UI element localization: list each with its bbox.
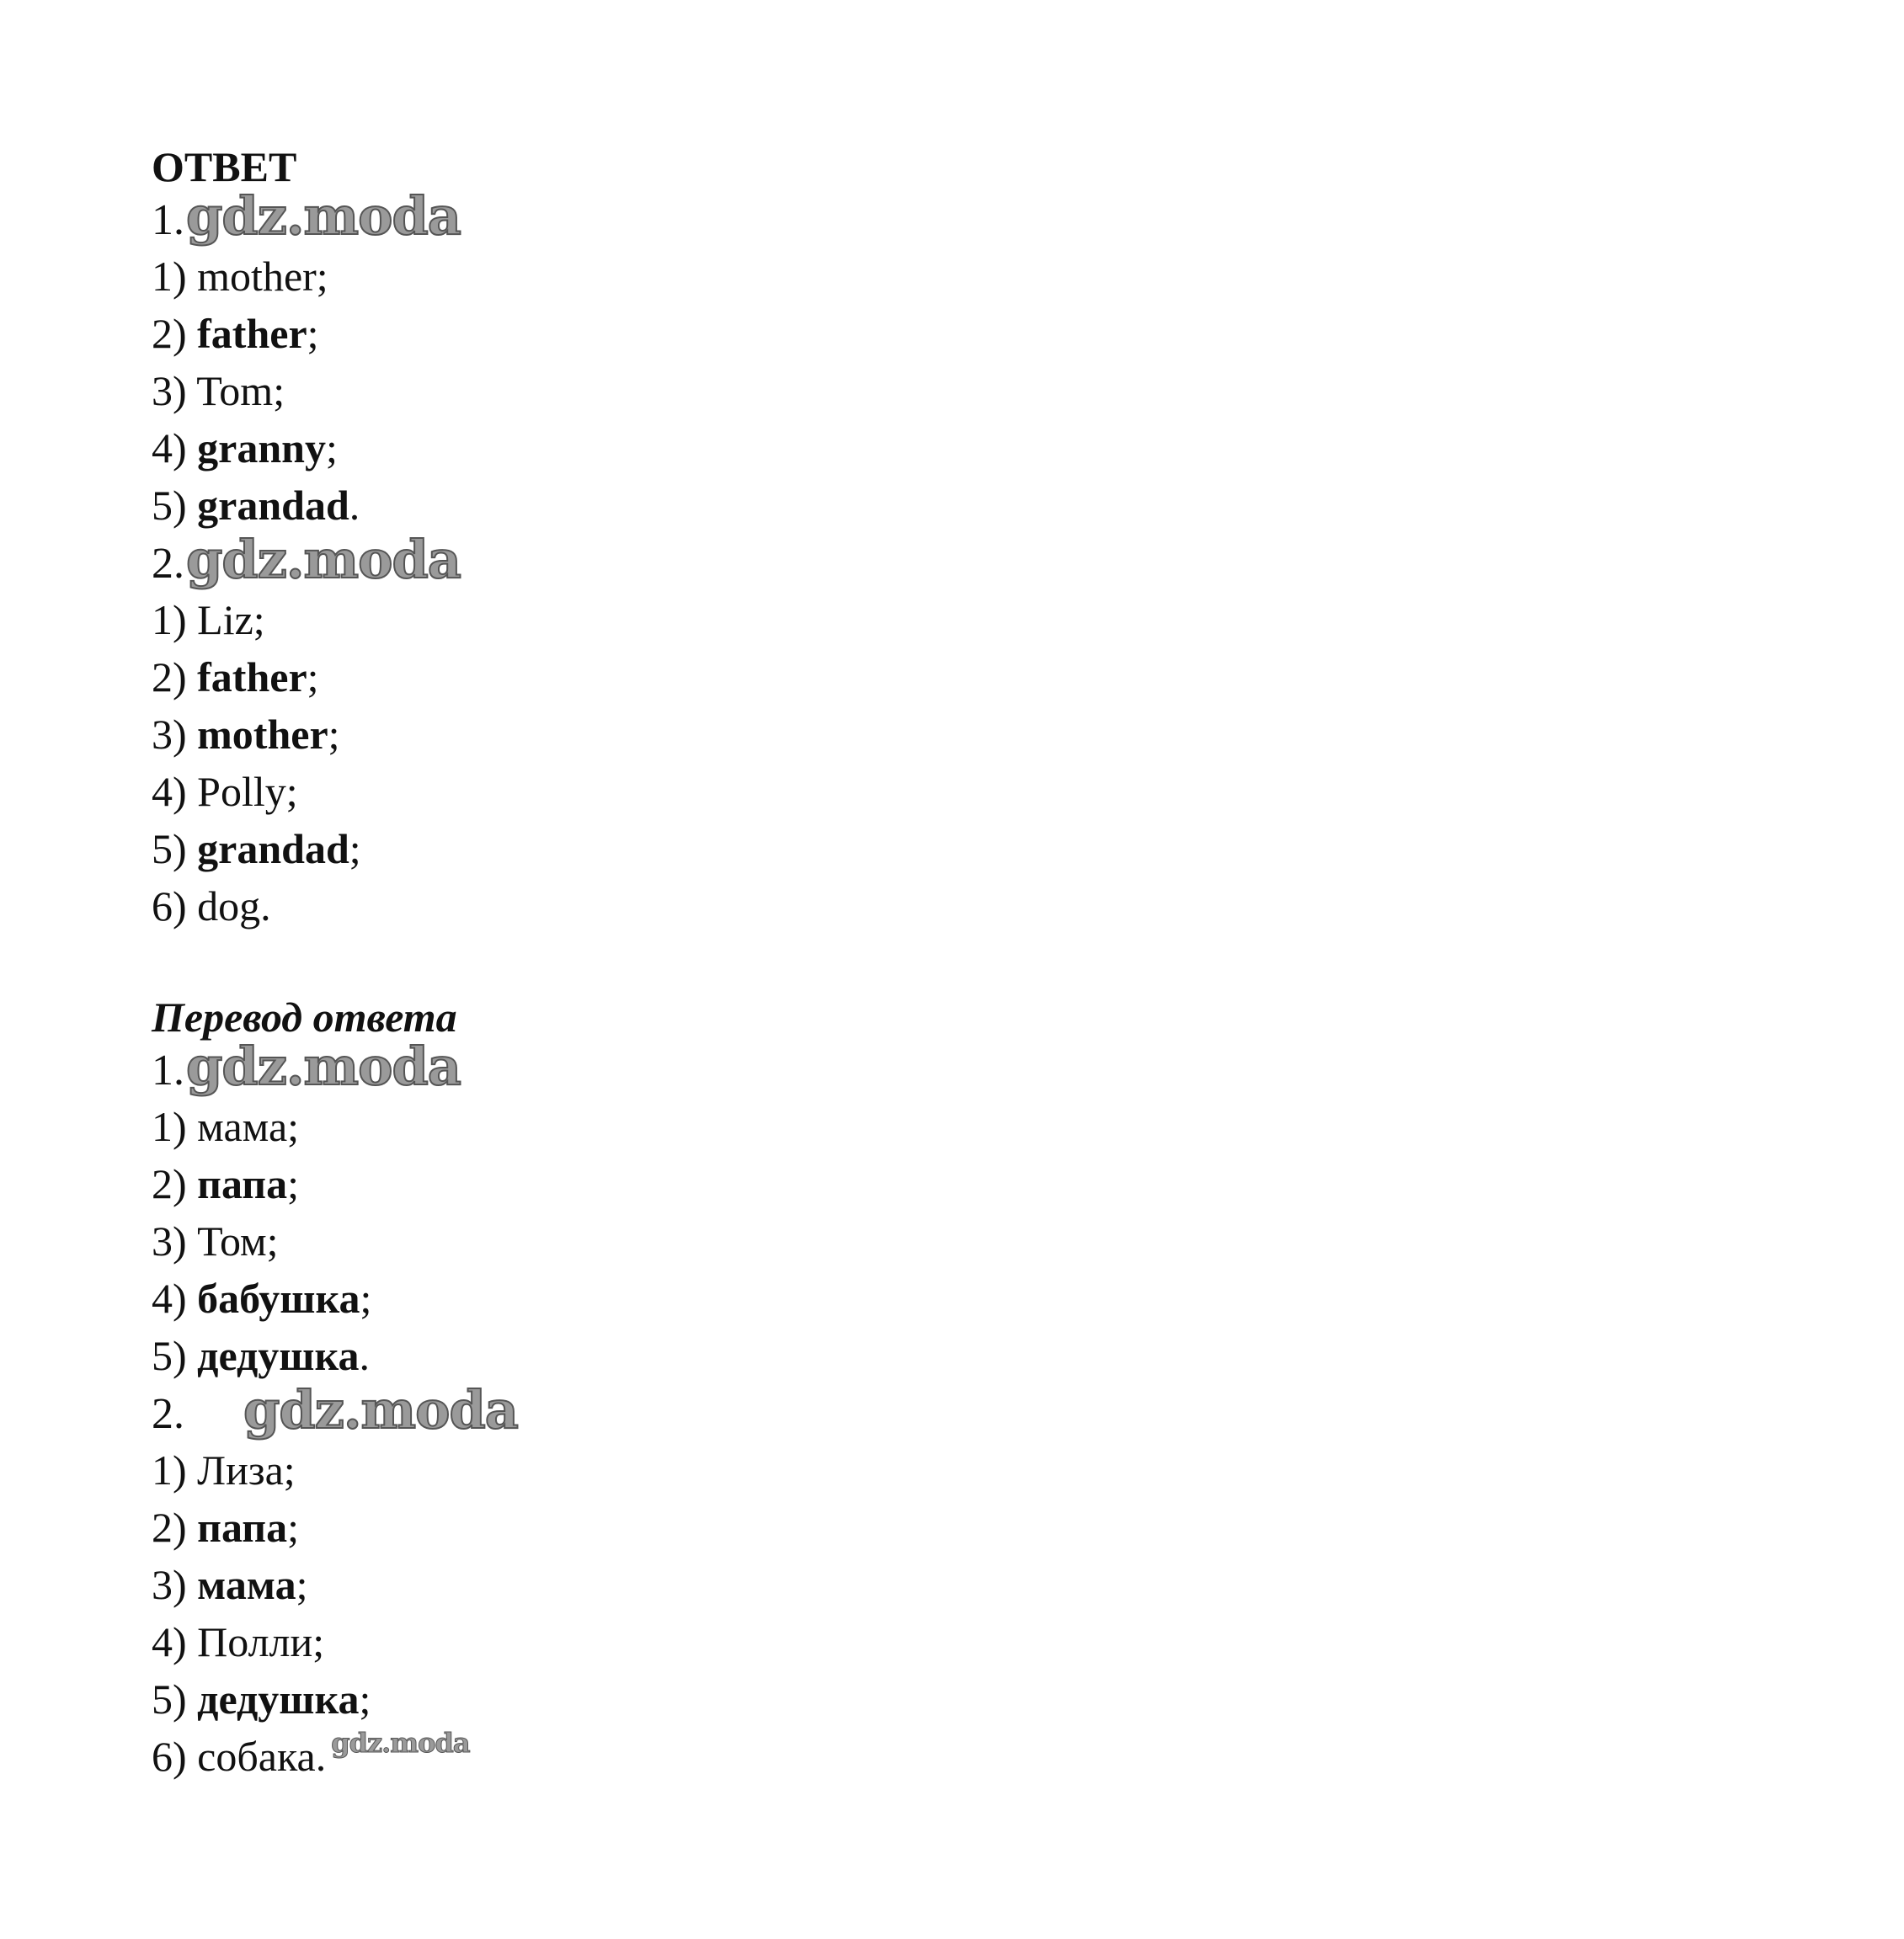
list-item: [152, 1670, 1752, 1728]
translation-task2-number: 2.: [152, 1390, 184, 1438]
item-punctuation: ;: [312, 1618, 325, 1665]
list-item: [152, 1728, 1752, 1785]
item-word: мама: [197, 1103, 288, 1150]
translation-task2-number-row: [152, 1379, 1752, 1441]
item-punctuation: ;: [287, 1160, 300, 1207]
item-number: 2): [152, 653, 198, 700]
item-number: 2): [152, 1160, 198, 1207]
watermark: gdz.moda: [186, 185, 461, 247]
list-item: [152, 305, 1752, 362]
item-punctuation: ;: [307, 310, 319, 357]
item-number: 1): [152, 596, 198, 643]
item-word: дедушка: [197, 1675, 360, 1723]
item-word: Лиза: [197, 1446, 284, 1494]
item-number: 5): [152, 1675, 198, 1723]
item-number: 6): [152, 882, 198, 930]
item-word: Tom: [196, 367, 274, 414]
answer-task1-list: [152, 248, 1752, 534]
item-punctuation: .: [359, 1332, 371, 1379]
item-word: бабушка: [197, 1275, 360, 1322]
item-number: 5): [152, 482, 198, 529]
item-punctuation: ;: [273, 367, 285, 414]
item-punctuation: ;: [359, 1675, 371, 1723]
item-number: 3): [152, 1217, 198, 1265]
answer-task1-number: 1.: [152, 196, 184, 244]
item-punctuation: .: [349, 482, 360, 529]
item-number: 1): [152, 253, 198, 300]
item-punctuation: .: [260, 882, 271, 930]
item-punctuation: ;: [307, 653, 319, 700]
answer-task2-number: 2.: [152, 540, 184, 588]
item-number: 4): [152, 1275, 198, 1322]
list-item: [152, 648, 1752, 706]
item-word: dog: [197, 882, 261, 930]
translation-task1-number: 1.: [152, 1047, 184, 1095]
list-item: [152, 1499, 1752, 1556]
list-item: [152, 820, 1752, 877]
item-word: granny: [197, 424, 326, 471]
list-item: [152, 419, 1752, 477]
item-word: grandad: [197, 825, 349, 872]
watermark: gdz.moda: [243, 1379, 518, 1441]
answer-task1-number-row: [152, 185, 1752, 248]
list-item: [152, 877, 1752, 935]
item-word: mother: [197, 253, 317, 300]
item-word: mother: [197, 711, 328, 758]
item-punctuation: ;: [360, 1275, 372, 1322]
translation-task1-list: [152, 1098, 1752, 1384]
item-number: 1): [152, 1446, 198, 1494]
item-punctuation: .: [315, 1733, 327, 1780]
list-item: [152, 763, 1752, 820]
list-item: [152, 1212, 1752, 1270]
item-punctuation: ;: [325, 424, 338, 471]
list-item: [152, 1155, 1752, 1212]
list-item: [152, 706, 1752, 763]
item-word: Liz: [197, 596, 253, 643]
item-word: father: [197, 653, 307, 700]
translation-task1-number-row: [152, 1036, 1752, 1098]
item-number: 6): [152, 1733, 198, 1780]
watermark: gdz.moda: [186, 529, 461, 590]
item-number: 2): [152, 1504, 198, 1551]
list-item: [152, 1613, 1752, 1670]
item-word: дедушка: [197, 1332, 360, 1379]
translation-task2-list: [152, 1441, 1752, 1785]
item-punctuation: ;: [296, 1561, 308, 1608]
item-number: 5): [152, 825, 198, 872]
item-punctuation: ;: [283, 1446, 296, 1494]
item-number: 4): [152, 424, 198, 471]
item-word: father: [197, 310, 307, 357]
item-word: Полли: [197, 1618, 313, 1665]
item-punctuation: ;: [349, 825, 361, 872]
list-item: [152, 362, 1752, 419]
item-number: 3): [152, 1561, 198, 1608]
answer-task2-number-row: [152, 529, 1752, 591]
translation-heading: Перевод ответа: [152, 993, 457, 1041]
item-punctuation: ;: [316, 253, 328, 300]
list-item: [152, 1270, 1752, 1327]
item-word: собака: [197, 1733, 316, 1780]
list-item: [152, 1098, 1752, 1155]
item-word: мама: [197, 1561, 296, 1608]
answer-page: [152, 143, 1752, 1785]
item-word: папа: [197, 1504, 288, 1551]
item-punctuation: ;: [266, 1217, 279, 1265]
item-number: 5): [152, 1332, 198, 1379]
item-word: Том: [197, 1217, 267, 1265]
list-item: [152, 248, 1752, 305]
item-punctuation: ;: [253, 596, 265, 643]
list-item: [152, 591, 1752, 648]
watermark: gdz.moda: [186, 1036, 461, 1097]
answer-task2-list: [152, 591, 1752, 935]
item-word: Polly: [197, 768, 286, 815]
answer-heading: ОТВЕТ: [152, 143, 297, 190]
item-word: grandad: [197, 482, 349, 529]
item-punctuation: ;: [287, 1504, 300, 1551]
item-word: папа: [197, 1160, 288, 1207]
item-number: 4): [152, 768, 198, 815]
list-item: [152, 1327, 1752, 1384]
list-item: [152, 477, 1752, 534]
item-number: 2): [152, 310, 198, 357]
item-punctuation: ;: [287, 1103, 300, 1150]
item-number: 1): [152, 1103, 198, 1150]
item-punctuation: ;: [285, 768, 298, 815]
list-item: [152, 1556, 1752, 1613]
watermark: gdz.moda: [331, 1727, 470, 1759]
list-item: [152, 1441, 1752, 1499]
item-number: 3): [152, 711, 198, 758]
item-punctuation: ;: [328, 711, 340, 758]
item-number: 3): [152, 367, 197, 414]
item-number: 4): [152, 1618, 198, 1665]
